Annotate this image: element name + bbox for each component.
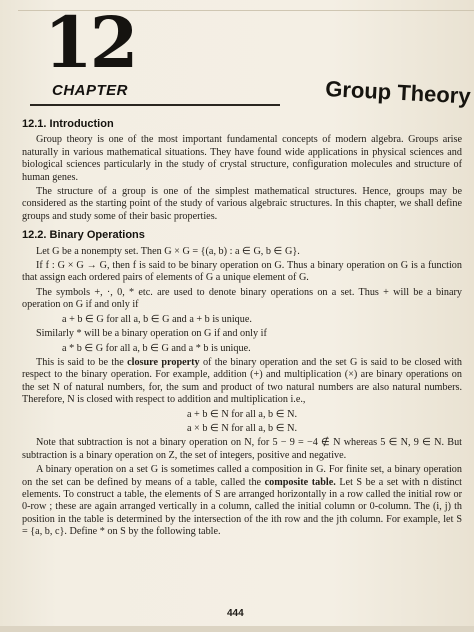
closure-property-term: closure property — [127, 356, 200, 368]
chapter-rule — [30, 104, 280, 106]
binop-paragraph-2: If f : G × G → G, then f is said to be binary operation on G. Thus a binary operation on G is a function that assign each ordered pairs of elements of G a unique element of G. — [22, 260, 462, 284]
body-text — [22, 112, 462, 541]
intro-paragraph-1: Group theory is one of the most important fundamental concepts of modern algebra. Groups arise naturally in various mathematical situations. They have found wide applications in physical sciences and biological sciences particularly in the study of crystal structure, configuration molecules and structure of human genes. — [22, 134, 462, 183]
chapter-title: Group Theory — [324, 76, 472, 109]
display-star-closure: a * b ∈ G for all a, b ∈ G and a * b is unique. — [62, 342, 251, 354]
intro-paragraph-2: The structure of a group is one of the simplest mathematical structures. Hence, groups may be considered as the starting point of the study of various algebraic structures. In this chapter, we shall define groups and study some of their basic properties. — [22, 186, 462, 222]
display-n-addition: a + b ∈ N for all a, b ∈ N. — [186, 408, 298, 420]
composite-text-post: Let S be a set with n distinct elements. To construct a table, the elements of S are arranged horizontally in a row called the initial row or 0-row ; these are again arranged vertically in a column, called the initial column or 0-column. The (i, j) th position in the table is determined by the intersection of the ith row and the jth column. For example, let S = {a, b, c}. Define * on S by the following table. — [22, 476, 462, 538]
binop-paragraph-6: Note that subtraction is not a binary operation on N, for 5 − 9 = −4 ∉ N whereas 5 ∈ N, 9 ∈ N. But subtraction is a binary operation on Z, the set of integers, positive and negative. — [22, 437, 462, 461]
display-plus-closure: a + b ∈ G for all a, b ∈ G and a + b is unique. — [62, 313, 252, 325]
bottom-shadow — [0, 626, 474, 632]
binop-paragraph-4: Similarly * will be a binary operation on G if and only if — [36, 328, 267, 340]
binop-paragraph-3: The symbols +, ·, 0, * etc. are used to denote binary operations on a set. Thus + will be a binary operation on G if and only if — [22, 286, 462, 311]
display-n-multiplication: a × b ∈ N for all a, b ∈ N. — [186, 422, 298, 434]
page-number: 444 — [227, 608, 244, 619]
binop-paragraph-7 — [22, 464, 462, 538]
composite-text-pre: A binary operation on a set G is sometimes called a composition in G. For finite set, a binary operation on the set can be defined by means of a table, called the — [22, 464, 462, 488]
closure-text-pre: This is said to be the — [36, 356, 128, 368]
closure-text-post: of the binary operation and the set G is said to be closed with respect to the binary operation. For example, addition (+) and multiplication (×) are binary operations on the set N of natural numbers, for, the sum and product of two natural numbers are also natural numbers. Therefore, N is closed with respect to addition and multiplication i.e., — [22, 356, 462, 406]
section-heading-binary-operations: 12.2. Binary Operations — [22, 229, 145, 242]
composite-table-term: composite table. — [264, 476, 336, 488]
chapter-label: CHAPTER — [52, 82, 129, 99]
chapter-number: 12 — [44, 1, 136, 84]
binop-paragraph-5 — [22, 357, 462, 407]
binop-paragraph-1: Let G be a nonempty set. Then G × G = {(a, b) : a ∈ G, b ∈ G}. — [36, 245, 300, 257]
section-heading-introduction: 12.1. Introduction — [22, 118, 114, 130]
